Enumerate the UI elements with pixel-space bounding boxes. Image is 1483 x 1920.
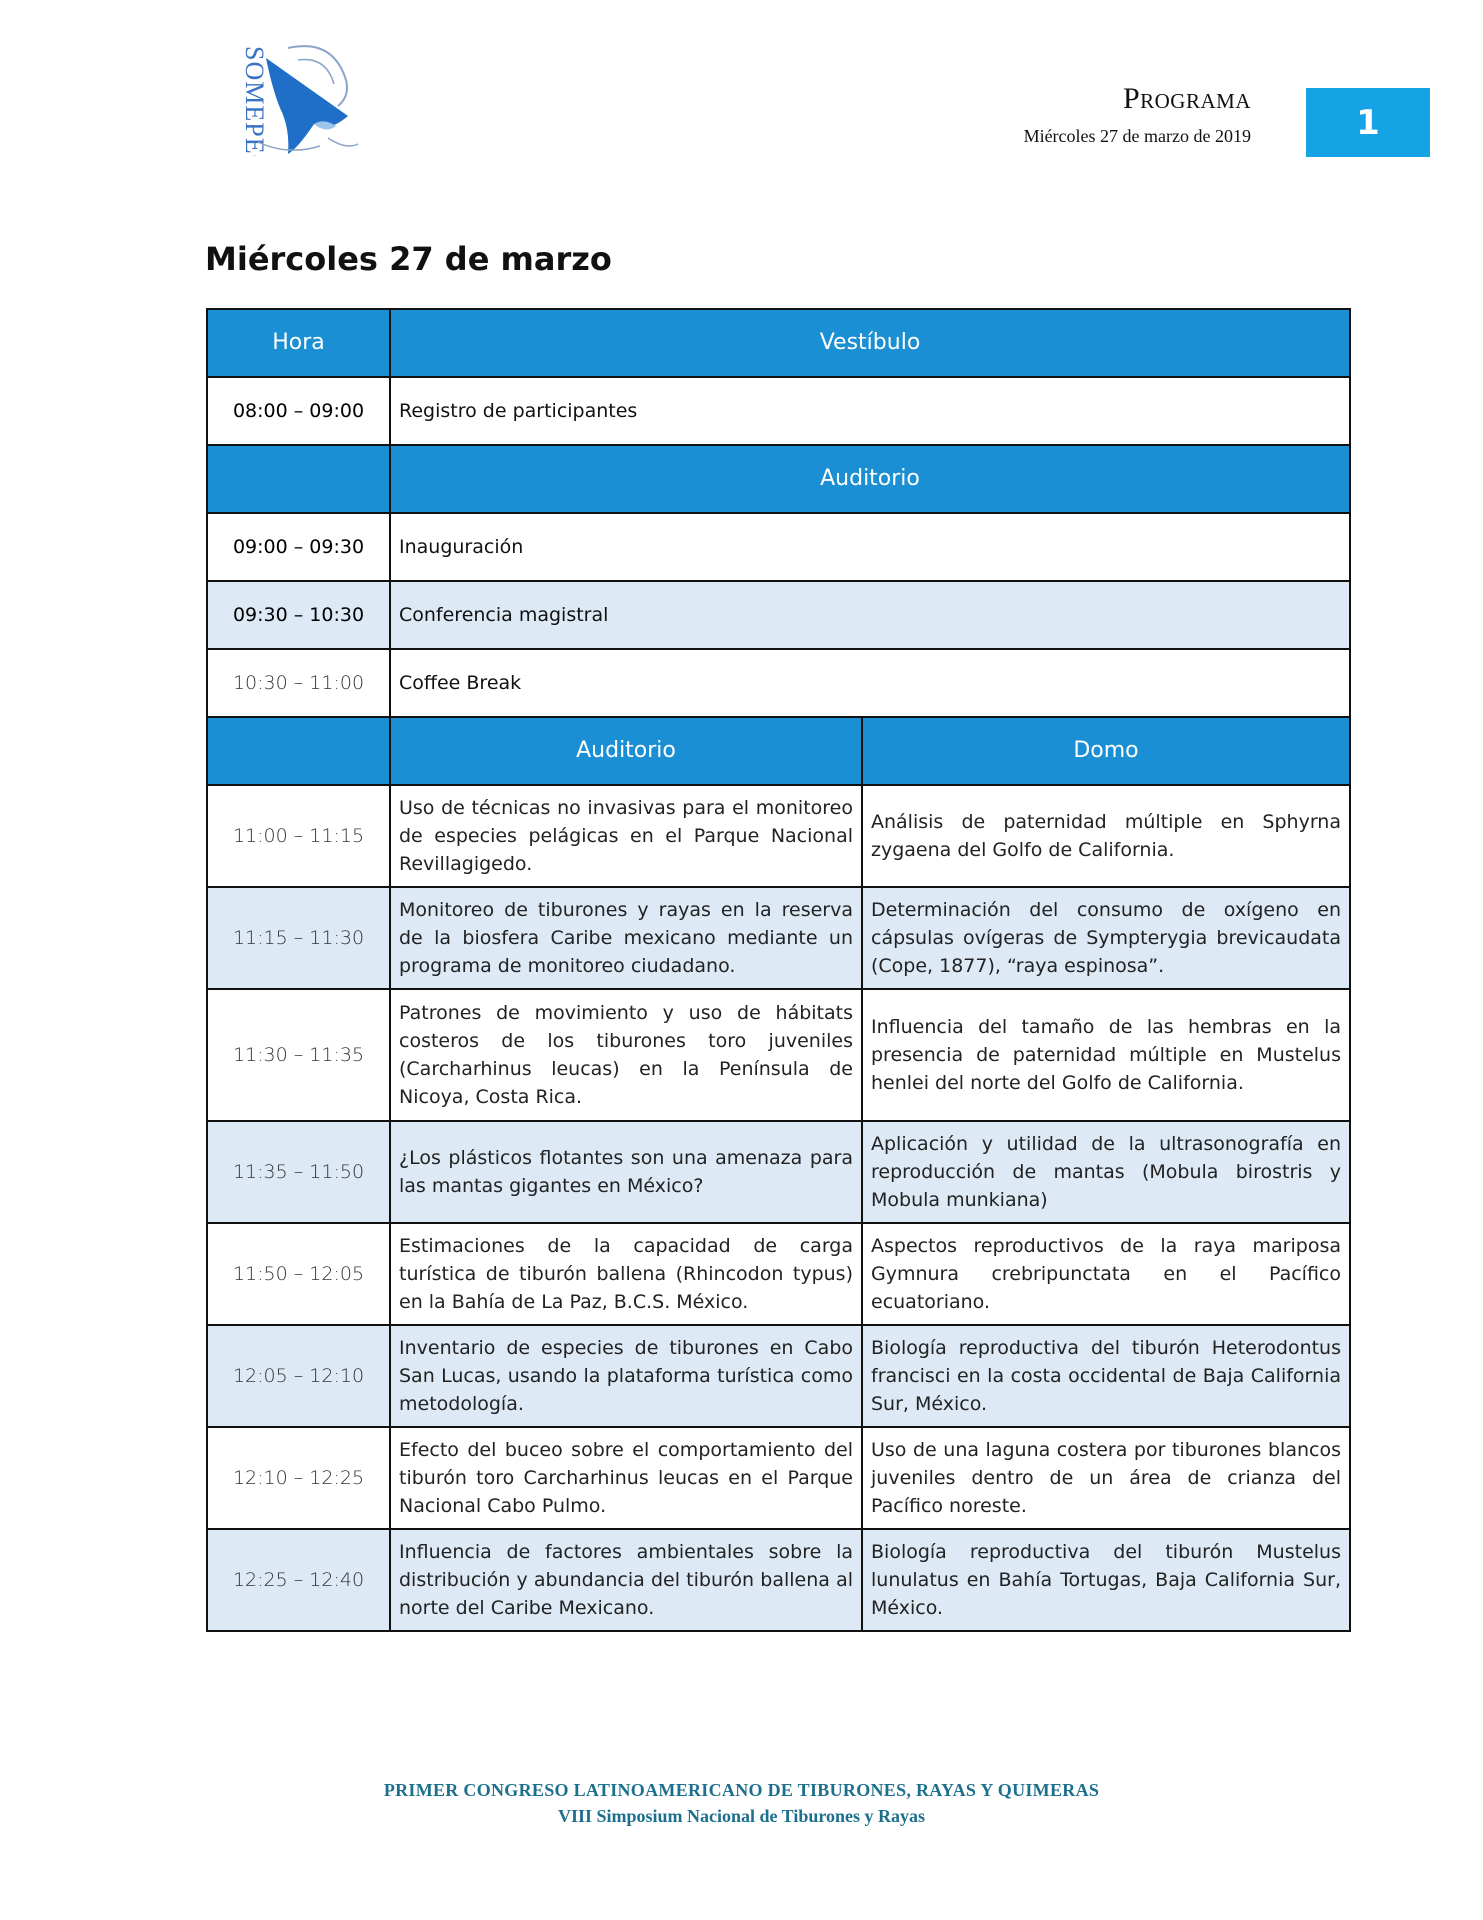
table-row (207, 1427, 1350, 1529)
event-cell: Inauguración (390, 513, 1350, 581)
domo-talk: Determinación del consumo de oxígeno en cápsulas ovígeras de Sympterygia brevicaudata (Cope, 1877), “raya espinosa”. (862, 887, 1350, 989)
time-cell: 11:50 – 12:05 (207, 1223, 390, 1325)
time-cell: 08:00 – 09:00 (207, 377, 390, 445)
auditorio-header: Auditorio (390, 445, 1350, 513)
time-cell: 09:00 – 09:30 (207, 513, 390, 581)
table-row (207, 1223, 1350, 1325)
domo-header: Domo (862, 717, 1350, 785)
table-row (207, 513, 1350, 581)
auditorio-talk: Monitoreo de tiburones y rayas en la reserva de la biosfera Caribe mexicano mediante un programa de monitoreo ciudadano. (390, 887, 862, 989)
table-row (207, 989, 1350, 1121)
time-cell: 10:30 – 11:00 (207, 649, 390, 717)
auditorio-talk: ¿Los plásticos flotantes son una amenaza para las mantas gigantes en México? (390, 1121, 862, 1223)
auditorio-talk: Estimaciones de la capacidad de carga turística de tiburón ballena (Rhincodon typus) en la Bahía de La Paz, B.C.S. México. (390, 1223, 862, 1325)
header-title: Programa (1122, 82, 1251, 115)
header-date: Miércoles 27 de marzo de 2019 (1023, 126, 1251, 146)
domo-talk: Aspectos reproductivos de la raya mariposa Gymnura crebripunctata en el Pacífico ecuatoriano. (862, 1223, 1350, 1325)
event-cell: Registro de participantes (390, 377, 1350, 445)
auditorio-talk: Inventario de especies de tiburones en Cabo San Lucas, usando la plataforma turística como metodología. (390, 1325, 862, 1427)
page-number-badge: 1 (1306, 88, 1430, 157)
logo-text: SOMEPEC (240, 46, 269, 156)
time-cell: 12:05 – 12:10 (207, 1325, 390, 1427)
table-row (207, 377, 1350, 445)
domo-talk: Biología reproductiva del tiburón Mustelus lunulatus en Bahía Tortugas, Baja California Sur, México. (862, 1529, 1350, 1631)
vestibulo-header: Vestíbulo (390, 309, 1350, 377)
table-row (207, 581, 1350, 649)
footer-symposium: VIII Simposium Nacional de Tiburones y Rayas (557, 1806, 926, 1826)
somepec-logo (228, 38, 363, 156)
day-title: Miércoles 27 de marzo (205, 240, 612, 278)
parallel-header-row (207, 717, 1350, 785)
auditorio-talk: Influencia de factores ambientales sobre la distribución y abundancia del tiburón ballena al norte del Caribe Mexicano. (390, 1529, 862, 1631)
auditorio-header-row (207, 445, 1350, 513)
table-row (207, 1529, 1350, 1631)
empty-header (207, 445, 390, 513)
time-cell: 11:35 – 11:50 (207, 1121, 390, 1223)
auditorio-talk: Uso de técnicas no invasivas para el monitoreo de especies pelágicas en el Parque Nacional Revillagigedo. (390, 785, 862, 887)
table-row (207, 649, 1350, 717)
domo-talk: Aplicación y utilidad de la ultrasonografía en reproducción de mantas (Mobula birostris y Mobula munkiana) (862, 1121, 1350, 1223)
schedule-table (206, 308, 1351, 1632)
domo-talk: Uso de una laguna costera por tiburones blancos juveniles dentro de un área de crianza del Pacífico noreste. (862, 1427, 1350, 1529)
event-cell: Conferencia magistral (390, 581, 1350, 649)
table-row (207, 1325, 1350, 1427)
domo-talk: Influencia del tamaño de las hembras en la presencia de paternidad múltiple en Mustelus henlei del norte del Golfo de California. (862, 989, 1350, 1121)
auditorio-talk: Patrones de movimiento y uso de hábitats costeros de los tiburones toro juveniles (Carcharhinus leucas) en la Península de Nicoya, Costa Rica. (390, 989, 862, 1121)
time-cell: 09:30 – 10:30 (207, 581, 390, 649)
footer-congress: PRIMER CONGRESO LATINOAMERICANO DE TIBURONES, RAYAS Y QUIMERAS (383, 1780, 1100, 1800)
table-row (207, 1121, 1350, 1223)
vestibulo-header-row (207, 309, 1350, 377)
time-cell: 11:00 – 11:15 (207, 785, 390, 887)
hora-header: Hora (207, 309, 390, 377)
time-cell: 11:15 – 11:30 (207, 887, 390, 989)
time-cell: 11:30 – 11:35 (207, 989, 390, 1121)
time-cell: 12:10 – 12:25 (207, 1427, 390, 1529)
table-row (207, 887, 1350, 989)
auditorio-talk: Efecto del buceo sobre el comportamiento del tiburón toro Carcharhinus leucas en el Parque Nacional Cabo Pulmo. (390, 1427, 862, 1529)
table-row (207, 785, 1350, 887)
auditorio-header: Auditorio (390, 717, 862, 785)
domo-talk: Biología reproductiva del tiburón Heterodontus francisci en la costa occidental de Baja California Sur, México. (862, 1325, 1350, 1427)
empty-header (207, 717, 390, 785)
domo-talk: Análisis de paternidad múltiple en Sphyrna zygaena del Golfo de California. (862, 785, 1350, 887)
time-cell: 12:25 – 12:40 (207, 1529, 390, 1631)
event-cell: Coffee Break (390, 649, 1350, 717)
